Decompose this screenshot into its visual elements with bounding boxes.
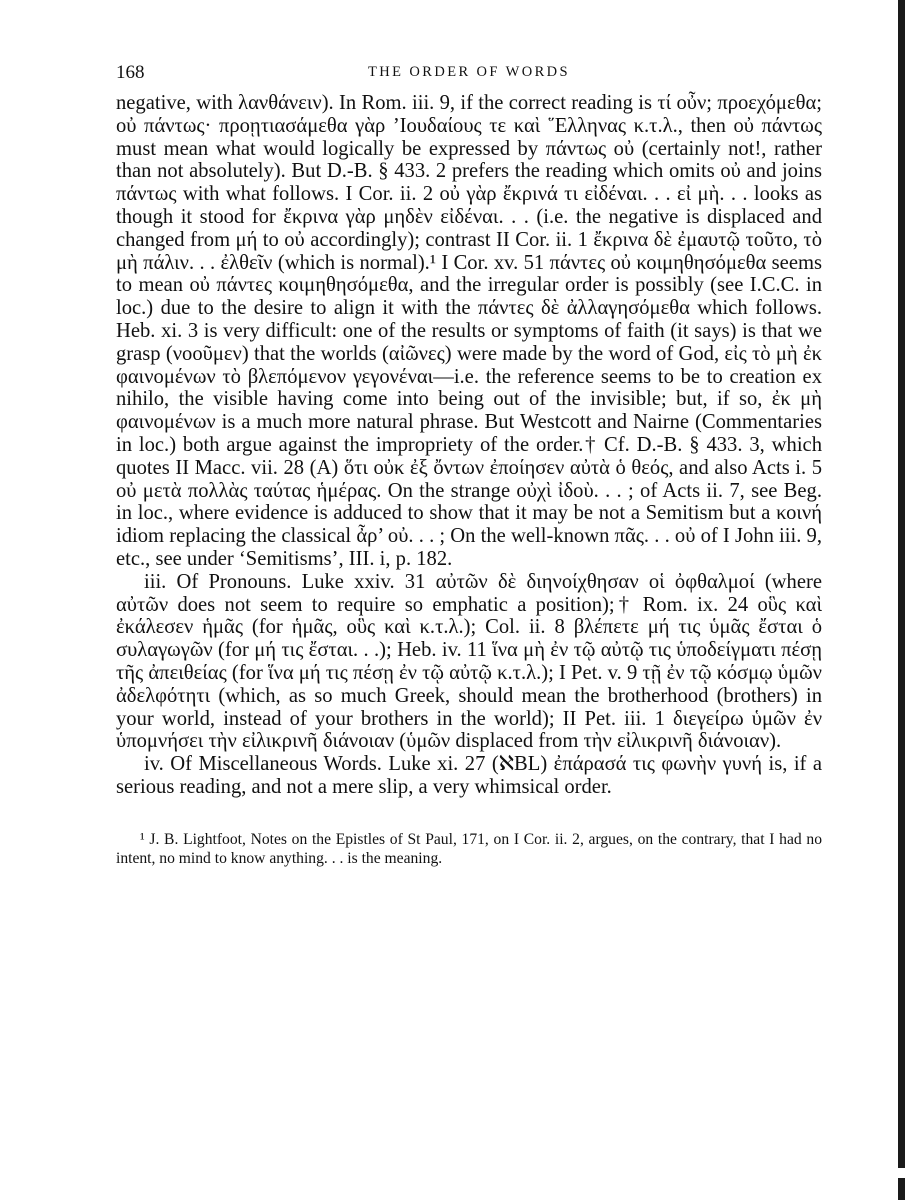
book-page <box>116 48 822 884</box>
running-head <box>116 48 822 83</box>
page-edge-gap <box>895 1168 907 1178</box>
footnote: ¹ J. B. Lightfoot, Notes on the Epistles of St Paul, 171, on I Cor. ii. 2, argues, on the contrary, that I had no intent, no mind to know anything. . . is the meaning. <box>116 831 822 868</box>
section-of-pronouns: iii. Of Pronouns. Luke xxiv. 31 αὐτῶν δὲ διηνοίχθησαν οἱ ὀφθαλμοί (where αὐτῶν does not seem to require so emphatic a position);† Rom. ix. 24 οὓς καὶ ἐκάλεσεν ἡμᾶς (for ἡμᾶς, οὓς καὶ κ.τ.λ.); Col. ii. 8 βλέπετε μή τις ὑμᾶς ἔσται ὁ συλαγωγῶν (for μή τις ἔσται. . .); Heb. iv. 11 ἵνα μὴ ἐν τῷ αὐτῷ τις ὑποδείγματι πέσῃ τῆς ἀπειθείας (for ἵνα μή τις πέσῃ ἐν τῷ αὐτῷ κ.τ.λ.); I Pet. v. 9 τῇ ἐν τῷ κόσμῳ ὑμῶν ἀδελφότητι (which, as so much Greek, should mean the brotherhood (brothers) in your world, instead of your brothers in the world); II Pet. iii. 1 διεγείρω ὑμῶν ἐν ὑπομνήσει τὴν εἰλικρινῆ διάνοιαν (ὑμῶν displaced from τὴν εἰλικρινῆ διάνοιαν). <box>116 570 822 753</box>
body-text <box>116 92 822 799</box>
paragraph-negative-continuation: negative, with λανθάνειν). In Rom. iii. 9, if the correct reading is τί οὖν; προεχόμεθα; οὐ πάντως· προῃτιασάμεθα γὰρ ’Ιουδαίους τε καὶ ῞Ελληνας κ.τ.λ., then οὐ πάντως must mean what would logically be expressed by πάντως οὐ (certainly not!, rather than not absolutely). But D.-B. § 433. 2 prefers the reading which omits οὐ and joins πάντως with what follows. I Cor. ii. 2 οὐ γὰρ ἔκρινά τι εἰδέναι. . . εἰ μὴ. . . looks as though it stood for ἔκρινα γὰρ μηδὲν εἰδέναι. . . (i.e. the negative is displaced and changed from μή to οὐ accordingly); contrast II Cor. ii. 1 ἔκρινα δὲ ἐμαυτῷ τοῦτο, τὸ μὴ πάλιν. . . ἐλθεῖν (which is normal).¹ I Cor. xv. 51 πάντες οὐ κοιμηθησόμεθα seems to mean οὐ πάντες κοιμηθησόμεθα, and the irregular order is possibly (see I.C.C. in loc.) due to the desire to align it with the πάντες δὲ ἀλλαγησόμεθα which follows. Heb. xi. 3 is very difficult: one of the results or symptoms of faith (it says) is that we grasp (νοοῦμεν) that the worlds (αἰῶνες) were made by the word of God, εἰς τὸ μὴ ἐκ φαινομένων τὸ βλεπόμενον γεγονέναι—i.e. the reference seems to be to creation ex nihilo, the visible having come into being out of the invisible; but, if so, ἐκ μὴ φαινομένων is a much more natural phrase. But Westcott and Nairne (Commentaries in loc.) both argue against the impropriety of the order.† Cf. D.-B. § 433. 3, which quotes II Macc. vii. 28 (A) ὅτι οὐκ ἐξ ὄντων ἐποίησεν αὐτὰ ὁ θεός, and also Acts i. 5 οὐ μετὰ πολλὰς ταύτας ἡμέρας. On the strange οὐχὶ ἰδοὺ. . . ; of Acts ii. 7, see Beg. in loc., where evidence is adduced to show that it may be not a Semitism but a κοινή idiom replacing the classical ἆρ’ οὐ. . . ; On the well-known πᾶς. . . οὐ of I John iii. 9, etc., see under ‘Semitisms’, III. i, p. 182. <box>116 92 822 570</box>
running-title: THE ORDER OF WORDS <box>367 64 571 80</box>
page-number: 168 <box>116 62 145 83</box>
page-edge-shadow <box>898 0 905 1200</box>
section-of-miscellaneous-words: iv. Of Miscellaneous Words. Luke xi. 27 (ℵBL) ἐπάρασά τις φωνὴν γυνή is, if a serious reading, and not a mere slip, a very whimsical order. <box>116 753 822 798</box>
